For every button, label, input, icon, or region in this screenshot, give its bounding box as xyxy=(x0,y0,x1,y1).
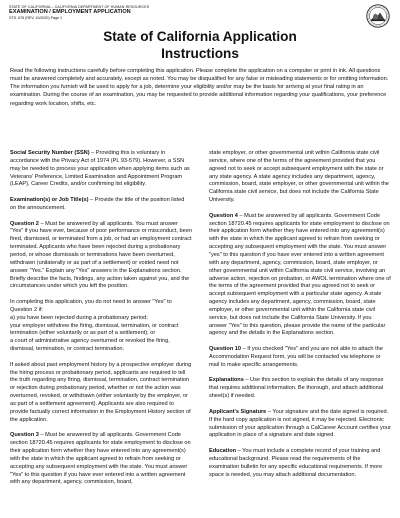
question-2-heading: Question 2 xyxy=(10,220,39,227)
state-seal-logo xyxy=(366,4,390,28)
department-name: STATE OF CALIFORNIA – CALIFORNIA DEPARTMENT OF HUMAN RESOURCES xyxy=(9,5,150,9)
question-4-text: – Must be answered by all applicants. Government Code section 18720.45 requires applicants for state employment to disclose on their application form whether they have entered into any agreement(s) with the state in which the applicant agreed to refrain from seeking or accepting any subsequent employment with the state. You must answer "yes" to this question if you have ever entered into a written agreement with any department, agency, commission, board, state employer, or other governmental unit within California state civil service, involving an adverse action, rejection on probation, or AWOL termination where one of the terms of the agreement provided that you agreed not to seek or accept subsequent employment with a particular state agency. A state agency includes any department, agency, commission, board, state employer, or other governmental unit within the California state civil service, but does not include the California State University. If you answer "Yes" to this question, please provide the name of the particular agency and the details in the Explanations section. xyxy=(209,212,391,337)
signature-text: – Your signature and the date signed is required. If the hard copy application is not signed, it may be rejected. Electronic submission of your application through a CalCareer Account certifies your application in place of a signature and date signed. xyxy=(209,408,391,439)
question-3-continued: state employer, or other governmental unit within California state civil service, where one of the terms of the agreement provided that you agreed not to seek or accept subsequent employment with the state or any state agency. A state agency includes any department, agency, commission, board, state employer, or other governmental unit within the California state civil service, but does not include the California State University. xyxy=(209,150,390,204)
intro-paragraph: Read the following instructions carefully before completing this application. Please complete the application on a computer or print in ink. All questions must be answered completely and accurately, except as noted. You may be disqualified for any false or misleading statements or for omitting information. The information you furnish will be used to apply for a job, determine your eligibility and/or may be the basis for arriving at your final rating in an examination. During the course of an examination, you may be requested to provide additional information regarding your qualifications, your preference regarding work location, shifts, etc. xyxy=(10,68,389,107)
question-2-item-2: your employer withdrew the firing, dismissal, termination, or contract termination (either voluntarily or as part of a settlement); or xyxy=(10,322,179,337)
exam-title-section xyxy=(10,197,192,213)
question-10-section xyxy=(209,346,391,370)
signature-heading: Applicant's Signature xyxy=(209,408,267,415)
title-line-1: State of California Application xyxy=(103,29,297,44)
right-column xyxy=(209,150,391,487)
left-column xyxy=(10,150,192,495)
education-text: – You must include a complete record of your training and educational background. Please read the requirements of the examination bulletin for any specific educational requirements. If more space is needed, you may attach additional documentation. xyxy=(209,448,383,478)
title-line-2: Instructions xyxy=(161,45,239,61)
education-section xyxy=(209,448,391,479)
exam-title-text: – Provide the title of the position listed on the announcement. xyxy=(10,197,185,211)
form-title: EXAMINATION / EMPLOYMENT APPLICATION xyxy=(9,9,131,16)
question-3-text: – Must be answered by all applicants. Government Code section 18720.45 requires applicants for state employment to disclose on their application form whether they have entered into any agreement(s) with the state in which the applicant agreed to refrain from seeking or accepting any subsequent employment with the state. You must answer "Yes" to this question if you have ever entered into a written agreement with any department, agency, commission, board, xyxy=(10,432,191,486)
question-3-section xyxy=(10,432,192,487)
ssn-text: – Providing this is voluntary in accordance with the Privacy Act of 1974 (PL 93-579). However, a SSN may be needed to process your application when applying items such as Veterans' Preference, Limited Examination and Appointment Program (LEAP), Career Credits, and/or confirming list eligibility. xyxy=(10,150,190,188)
question-10-heading: Question 10 xyxy=(209,346,242,353)
question-2-list-intro: In completing this application, you do not need to answer "Yes" to Question 2 if: xyxy=(10,299,172,313)
education-heading: Education xyxy=(209,448,237,455)
ssn-heading: Social Security Number (SSN) xyxy=(10,150,90,156)
page-title xyxy=(0,29,400,62)
exam-title-heading: Examination(s) or Job Title(s) xyxy=(10,197,89,204)
question-2-text: – Must be answered by all applicants. You must answer "Yes" if you have ever, because of poor performance or misconduct, been fired, dismissed, or terminated from a job, or had an employment contract terminated. Applicants who have been rejected during a probationary period, or whose dismissals or terminations have been overturned, withdrawn (unilaterally or as part of a settlement) or voided need not answer "Yes." Explain any "Yes" answers in the Explanations section. Briefly describe the facts, findings, any action taken against you, and the circumstances under which you left the position. xyxy=(10,220,192,290)
question-4-heading: Question 4 xyxy=(209,212,238,219)
explanations-section xyxy=(209,377,391,401)
signature-section xyxy=(209,409,391,440)
explanations-text: – Use this section to explain the details of any response that requires additional information. Be thorough, and attach additional sheet(s) if needed. xyxy=(209,377,384,400)
explanations-heading: Explanations xyxy=(209,377,244,384)
question-2-section xyxy=(10,221,192,292)
ssn-section xyxy=(10,150,192,189)
question-10-text: – If you checked "Yes" and you are not able to attach the Accommodation Request form, you will be contacted via telephone or mail to make specific arrangements. xyxy=(209,346,383,368)
question-2-item-3: a court of administrative agency overturned or revoked the firing, dismissal, termination, or contract termination. xyxy=(10,338,170,353)
question-3-heading: Question 3 xyxy=(10,432,39,439)
question-2-item-1: a) you have been rejected during a probationary period; xyxy=(10,314,148,321)
question-4-section xyxy=(209,213,391,339)
question-2-followup: If asked about past employment history by a prospective employer during the hiring process or probationary period, applicants are required to tell the truth regarding any firing, dismissal, termination, contract termination or rejection during probationary period, whether or not the action was overturned, revoked, or withdrawn (either voluntarily by the employer, or as part of a settlement agreement). Applicants are also required to provide factually correct information in the Employment History section of the application. xyxy=(10,361,192,423)
form-header xyxy=(9,5,329,20)
form-number: STD. 678 (REV. 10/2020) Page 1 xyxy=(9,16,63,20)
